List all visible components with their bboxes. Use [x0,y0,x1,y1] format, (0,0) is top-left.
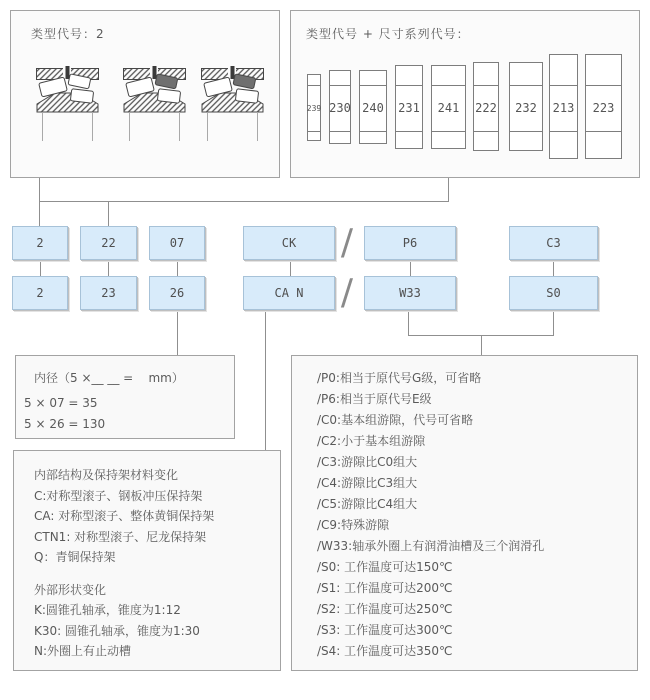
text-line: /S0: 工作温度可达150℃ [317,560,453,574]
code-box-22: 22 [80,226,137,260]
text-line: /P0:相当于原代号G级，可省略 [317,371,482,385]
code-box-2: 2 [12,276,68,310]
text-line: K:圆锥孔轴承，锥度为1:12 [34,603,181,617]
size-series-label: 239 [306,103,322,113]
size-series-label: 223 [592,101,615,115]
connector-line [39,178,40,201]
text-line: /S4: 工作温度可达350℃ [317,644,453,658]
connector-line [177,310,178,355]
text-line: 5 × 26 = 130 [24,417,106,431]
text-line: /C4:游隙比C3组大 [317,476,418,490]
size-series-block-231 [395,65,423,149]
text-line: /C9:特殊游隙 [317,518,390,532]
connector-line [448,178,449,201]
suffix-codes-lines [317,368,544,662]
size-series-label: 213 [552,101,575,115]
connector-line [108,201,109,226]
size-series-label: 230 [329,101,351,115]
text-line: /S3: 工作温度可达300℃ [317,623,453,637]
size-series-block-241 [431,65,466,149]
code-box-w33: W33 [364,276,456,310]
series-band-line [432,131,465,132]
bearing-cross-section-icon [36,65,99,141]
text-line: 内部结构及保持架材料变化 [34,468,179,482]
size-series-block-213 [549,54,578,159]
text-line [34,568,214,580]
text-line: /P6:相当于原代号E级 [317,392,432,406]
series-band-line [360,131,386,132]
text-line: /C3:游隙比C0组大 [317,455,418,469]
connector-line [39,201,449,202]
connector-line [177,260,178,276]
bearing-cross-section-shaded-icon [123,65,186,141]
code-box-ca-n: CA N [243,276,335,310]
bearing-cross-section-shaded-icon [201,65,264,141]
code-box-s0: S0 [509,276,598,310]
connector-line [410,260,411,276]
text-line: K30: 圆锥孔轴承，锥度为1:30 [34,623,200,638]
series-band-line [474,131,498,132]
series-band-line [510,131,542,132]
size-series-label: 232 [515,101,537,115]
text-line: /C2:小于基本组游隙 [317,434,426,448]
series-band-line [396,131,422,132]
text-line: 外部形状变化 [34,582,107,597]
size-series-block-223 [585,54,622,159]
text-line: C:对称型滚子、钢板冲压保持架 [34,488,203,503]
type-code-panel [10,10,280,178]
text-line: /C0:基本组游隙，代号可省略 [317,413,474,427]
series-band-line [330,131,350,132]
size-series-label: 241 [437,101,460,115]
code-box-ck: CK [243,226,335,260]
code-box-07: 07 [149,226,205,260]
internal-structure-panel [13,450,281,671]
connector-line [290,260,291,276]
size-series-block-230 [329,70,351,144]
code-box-2: 2 [12,226,68,260]
code-box-23: 23 [80,276,137,310]
type-code-title: 类型代号：2 [31,27,105,41]
suffix-codes-panel [291,355,638,671]
text-line: N:外圈上有止动槽 [34,644,132,658]
text-line: /S1: 工作温度可达200℃ [317,581,453,595]
code-box-p6: P6 [364,226,456,260]
size-series-panel [290,10,640,178]
size-series-label: 222 [475,101,497,115]
bore-diameter-title: 内径（5 ×__ __ = mm） [34,371,184,385]
connector-line [553,310,554,335]
connector-line [108,260,109,276]
series-band-line [586,131,621,132]
series-band-line [550,131,577,132]
size-series-block-222 [473,62,499,151]
connector-line [553,260,554,276]
connector-line [481,335,482,355]
size-series-label: 231 [398,101,420,115]
size-series-block-232 [509,62,543,151]
series-band-line [308,131,320,132]
slash-separator: / [340,222,354,263]
connector-line [408,310,409,335]
text-line: 5 × 07 = 35 [24,396,98,410]
code-box-c3: C3 [509,226,598,260]
text-line: /C5:游隙比C4组大 [317,497,418,511]
slash-separator: / [340,272,354,313]
connector-line [40,260,41,276]
text-line: CA: 对称型滚子、整体黄铜保持架 [34,509,215,523]
code-box-26: 26 [149,276,205,310]
bore-diameter-examples [24,393,105,435]
bore-diameter-panel [15,355,235,439]
text-line: Q：青铜保持架 [34,550,116,564]
text-line: /S2: 工作温度可达250℃ [317,602,453,616]
connector-line [265,310,266,450]
size-series-block-239 [307,74,321,141]
size-series-block-240 [359,70,387,144]
connector-line [39,201,40,226]
text-line: /W33:轴承外圈上有润滑油槽及三个润滑孔 [317,539,545,553]
text-line: CTN1: 对称型滚子、尼龙保持架 [34,529,207,544]
size-series-title: 类型代号 + 尺寸系列代号： [306,27,470,41]
internal-structure-lines [34,465,214,662]
size-series-label: 240 [362,101,384,115]
